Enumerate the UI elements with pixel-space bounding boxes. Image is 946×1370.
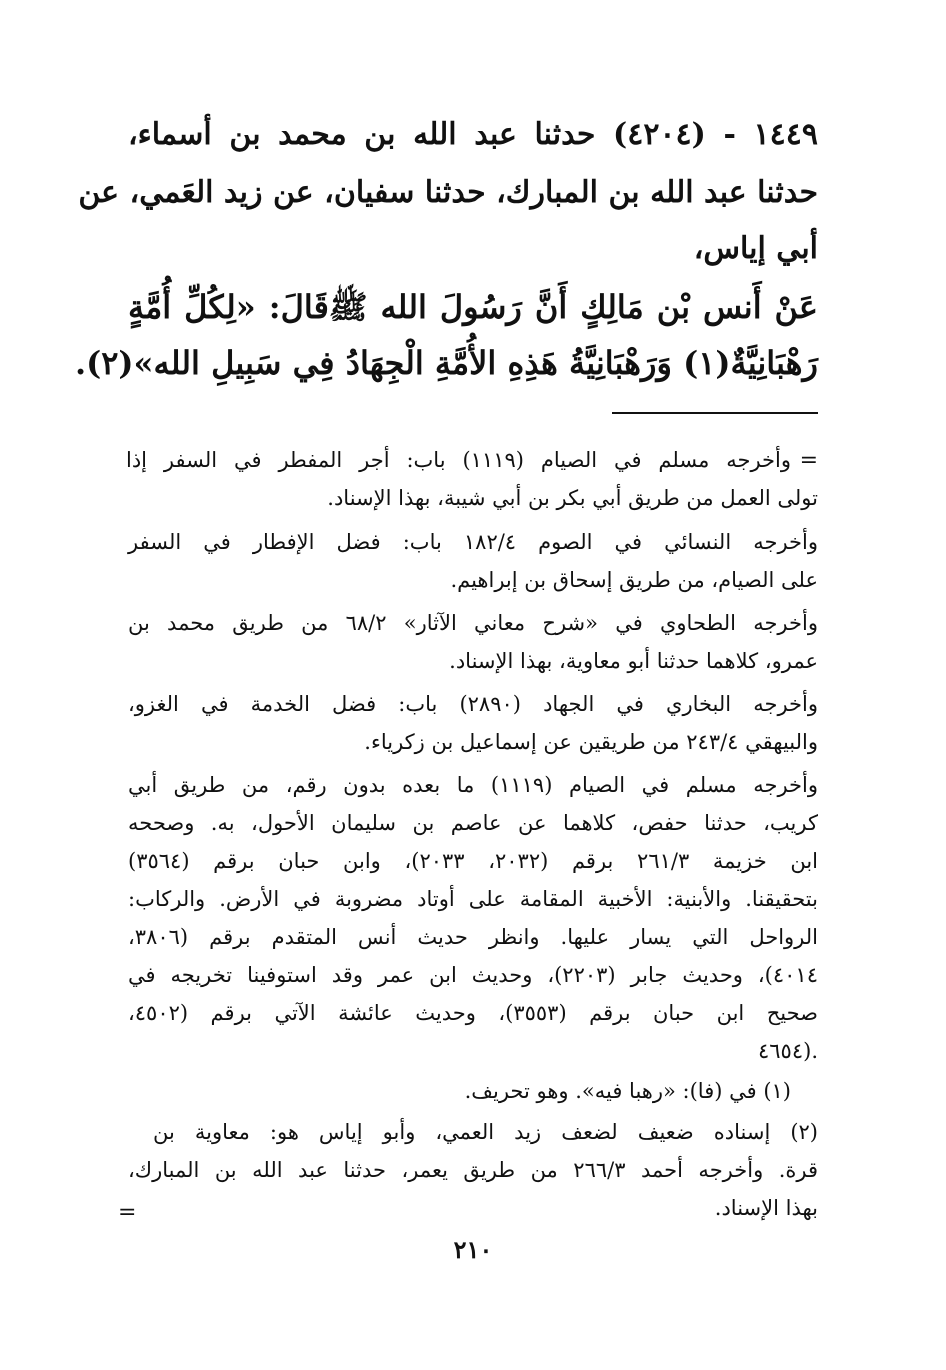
- footnote-2-line-3: بهذا الإسناد.: [714, 1196, 818, 1220]
- footnote-line-3: وأخرجه النسائي في الصوم ١٨٢/٤ باب: فضل الإفطار في السفر: [128, 530, 819, 554]
- footnote-line-1: وأخرجه مسلم في الصيام (١١١٩) باب: أجر المفطر في السفر إذا: [126, 448, 791, 472]
- footnote-line-8: والبيهقي ٢٤٣/٤ من طريقين عن إسماعيل بن زكرياء.: [364, 730, 818, 754]
- footnote-line-2: تولى العمل من طريق أبي بكر بن أبي شيبة، بهذا الإسناد.: [327, 486, 818, 510]
- footnote-line-13: الرواحل التي يسار عليها. وانظر حديث أنس المتقدم برقم (٣٨٠٦،: [128, 925, 818, 949]
- footnote-line-14: ٤٠١٤)، وحديث جابر (٢٢٠٣)، وحديث ابن عمر وقد استوفينا تخريجه في: [128, 963, 818, 987]
- footnote-line-16: ٤٦٥٤).: [758, 1039, 818, 1063]
- footnote-2-line-2: قرة. وأخرجه أحمد ٢٦٦/٣ من طريق يعمر، حدثنا عبد الله بن المبارك،: [128, 1158, 819, 1182]
- footnote-line-10: كريب، حدثنا حفص، كلاهما عن عاصم بن سليمان الأحول، به. وصححه: [128, 811, 818, 835]
- page-number: ٢١٠: [453, 1235, 493, 1264]
- footnote-line-7: وأخرجه البخاري في الجهاد (٢٨٩٠) باب: فضل الخدمة في الغزو،: [128, 692, 819, 716]
- end-continuation-mark: =: [118, 1200, 137, 1225]
- main-text-line-1: ١٤٤٩ - (٤٢٠٤) حدثنا عبد الله بن محمد بن أسماء،: [128, 117, 818, 152]
- hadith-text-line-2: رَهْبَانِيَّةٌ(١) وَرَهْبَانِيَّةُ هَذِهِ الأُمَّةِ الْجِهَادُ فِي سَبِيلِ الله»(٢).: [74, 344, 818, 382]
- footnote-separator: [612, 412, 818, 414]
- main-text-line-3: أبي إياس،: [693, 231, 818, 266]
- footnote-1: (١) في (فا): «رهبا فيه». وهو تحريف.: [464, 1079, 791, 1103]
- main-text-line-2: حدثنا عبد الله بن المبارك، حدثنا سفيان، عن زيد العَمي، عن: [78, 175, 818, 210]
- footnote-line-12: بتحقيقنا. والأبنية: الأخبية المقامة على أوتاد مضروبة في الأرض. والركاب:: [128, 887, 818, 911]
- footnote-line-6: عمرو، كلاهما حدثنا أبو معاوية، بهذا الإسناد.: [449, 649, 818, 673]
- footnote-2-line-1: (٢) إسناده ضعيف لضعف زيد العمي، وأبو إياس هو: معاوية بن: [153, 1120, 818, 1144]
- footnote-line-4: على الصيام، من طريق إسحاق بن إبراهيم.: [450, 568, 818, 592]
- footnote-line-5: وأخرجه الطحاوي في «شرح معاني الآثار» ٦٨/٢ من طريق محمد بن: [128, 611, 818, 635]
- footnote-line-11: ابن خزيمة ٢٦١/٣ برقم (٢٠٣٢، ٢٠٣٣)، وابن حبان برقم (٣٥٦٤): [128, 849, 819, 873]
- hadith-text-line-1: عَنْ أَنس بْن مَالِكٍ أَنَّ رَسُولَ الله ﷺقَالَ: «لِكُلِّ أُمَّةٍ: [128, 288, 819, 326]
- continuation-mark: =: [799, 448, 818, 473]
- footnote-line-9: وأخرجه مسلم في الصيام (١١١٩) ما بعده بدون رقم، من طريق أبي: [128, 773, 819, 797]
- footnote-line-15: صحيح ابن حبان برقم (٣٥٥٣)، وحديث عائشة الآتي برقم (٤٥٠٢،: [128, 1001, 818, 1025]
